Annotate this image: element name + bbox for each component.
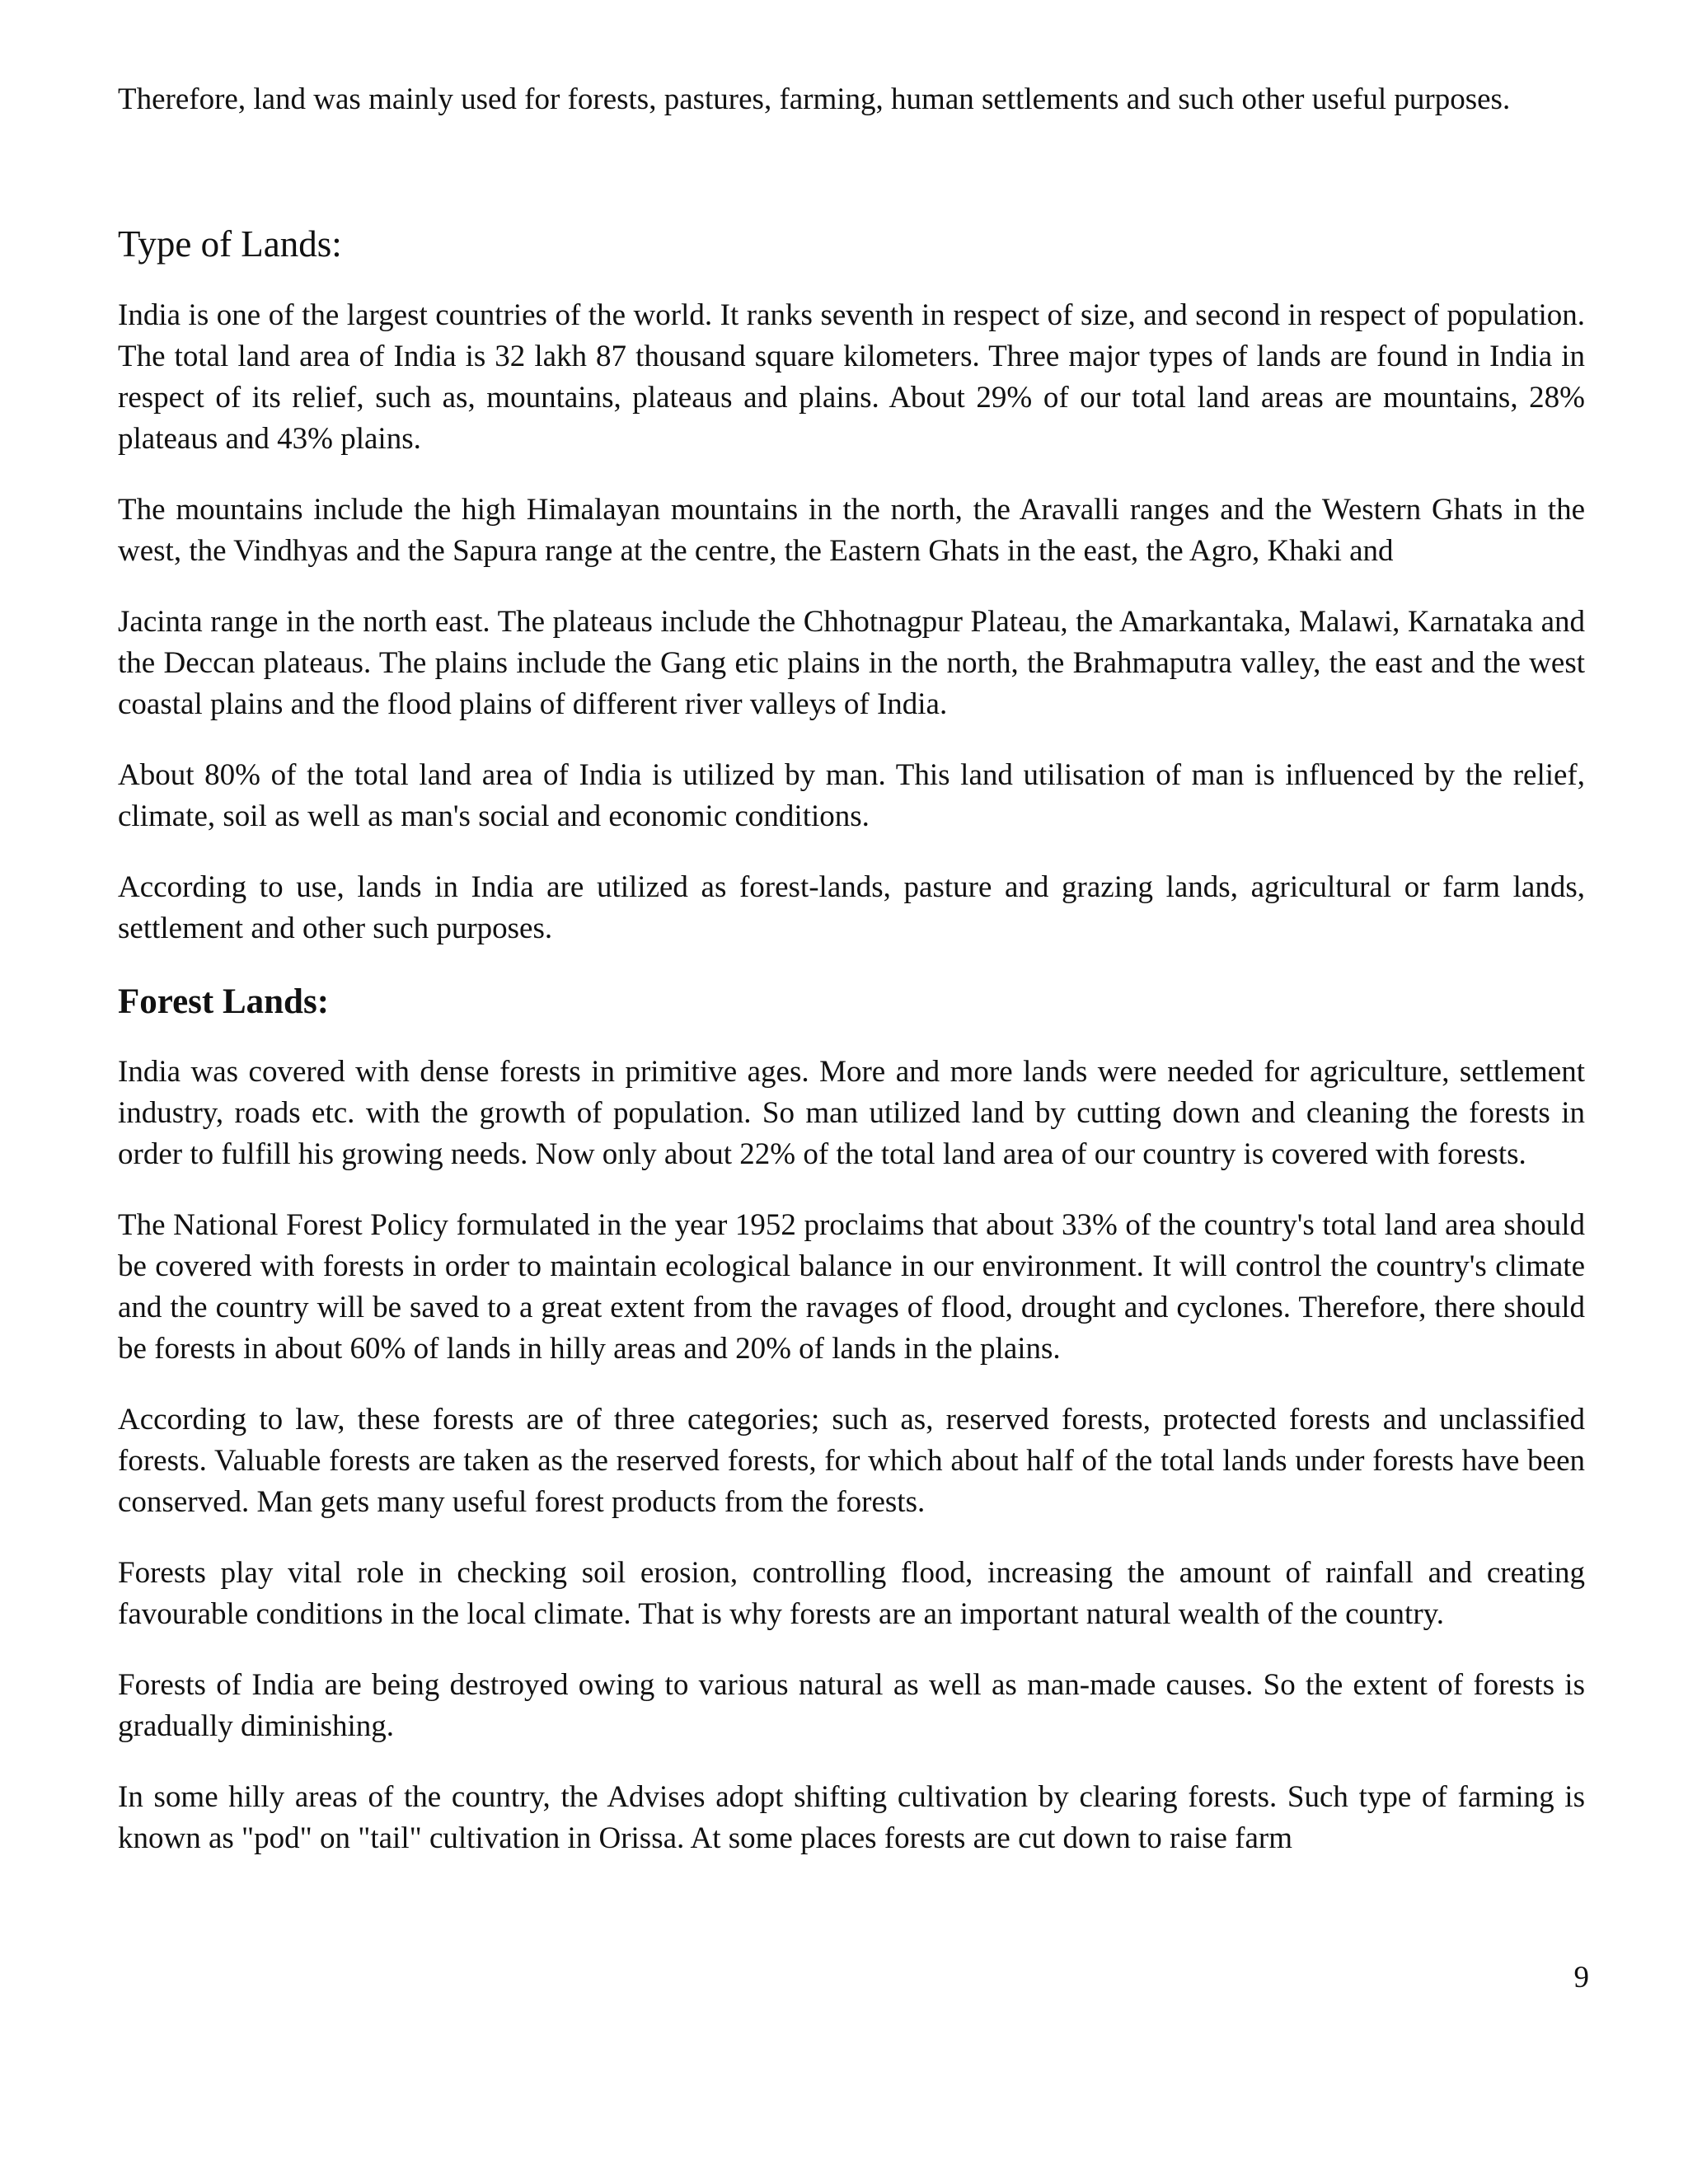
document-page <box>118 79 1585 1889</box>
forest-lands-paragraph-1: India was covered with dense forests in primitive ages. More and more lands were needed for agriculture, settlement industry, roads etc. with the growth of population. So man utilized land by cutting down and cleaning the forests in order to fulfill his growing needs. Now only about 22% of the total land area of our country is covered with forests. <box>118 1055 1585 1171</box>
type-of-lands-paragraph-1: India is one of the largest countries of the world. It ranks seventh in respect of size, and second in respect of population. The total land area of India is 32 lakh 87 thousand square kilometers. Three major types of lands are found in India in respect of its relief, such as, mountains, plateaus and plains. About 29% of our total land areas are mountains, 28% plateaus and 43% plains. <box>118 298 1585 456</box>
type-of-lands-paragraph-5: According to use, lands in India are utilized as forest-lands, pasture and grazing lands, agricultural or farm lands, settlement and other such purposes. <box>118 870 1585 945</box>
type-of-lands-paragraph-2: The mountains include the high Himalayan mountains in the north, the Aravalli ranges and the Western Ghats in the west, the Vindhyas and the Sapura range at the centre, the Eastern Ghats in the east, the Agro, Khaki and <box>118 493 1585 568</box>
forest-lands-paragraph-6: In some hilly areas of the country, the Advises adopt shifting cultivation by clearing forests. Such type of farming is known as "pod" on "tail" cultivation in Orissa. At some places forests are cut down to raise farm <box>118 1780 1585 1855</box>
forest-lands-heading: Forest Lands: <box>118 982 330 1021</box>
forest-lands-paragraph-3: According to law, these forests are of three categories; such as, reserved forests, protected forests and unclassified forests. Valuable forests are taken as the reserved forests, for which about half of the total lands under forests have been conserved. Man gets many useful forest products from the forests. <box>118 1403 1585 1519</box>
type-of-lands-heading: Type of Lands: <box>118 223 342 265</box>
intro-paragraph: Therefore, land was mainly used for forests, pastures, farming, human settlements and such other useful purposes. <box>118 82 1511 116</box>
type-of-lands-paragraph-3: Jacinta range in the north east. The plateaus include the Chhotnagpur Plateau, the Amarkantaka, Malawi, Karnataka and the Deccan plateaus. The plains include the Gang etic plains in the north, the Brahmaputra valley, the east and the west coastal plains and the flood plains of different river valleys of India. <box>118 605 1585 721</box>
page-number: 9 <box>1573 1961 1589 1994</box>
forest-lands-paragraph-5: Forests of India are being destroyed owing to various natural as well as man-made causes. So the extent of forests is gradually diminishing. <box>118 1668 1585 1743</box>
forest-lands-paragraph-4: Forests play vital role in checking soil erosion, controlling flood, increasing the amount of rainfall and creating favourable conditions in the local climate. That is why forests are an important natural wealth of the country. <box>118 1556 1585 1631</box>
type-of-lands-paragraph-4: About 80% of the total land area of India is utilized by man. This land utilisation of man is influenced by the relief, climate, soil as well as man's social and economic conditions. <box>118 758 1585 833</box>
forest-lands-paragraph-2: The National Forest Policy formulated in the year 1952 proclaims that about 33% of the country's total land area should be covered with forests in order to maintain ecological balance in our environment. It will control the country's climate and the country will be saved to a great extent from the ravages of flood, drought and cyclones. Therefore, there should be forests in about 60% of lands in hilly areas and 20% of lands in the plains. <box>118 1208 1585 1366</box>
